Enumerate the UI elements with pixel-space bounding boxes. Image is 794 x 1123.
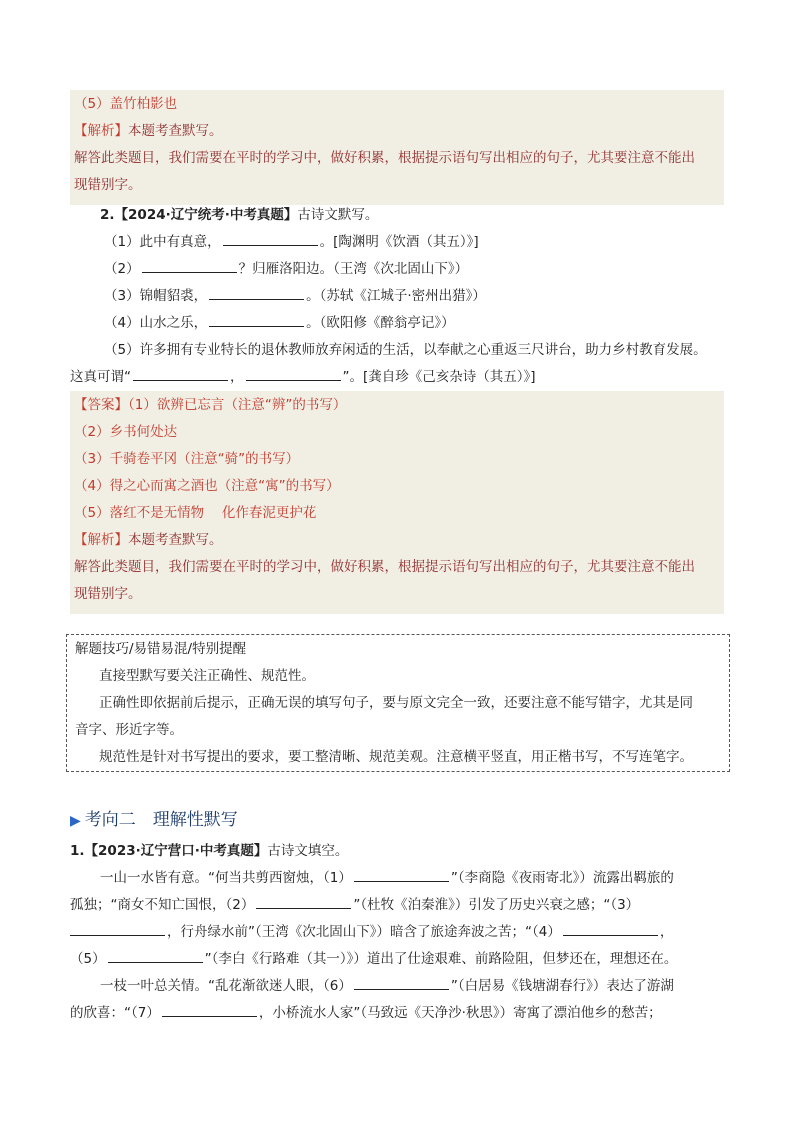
question-line (70, 973, 730, 1000)
question-line (70, 229, 724, 256)
fill-blank[interactable] (209, 285, 304, 300)
fill-blank[interactable] (256, 894, 351, 909)
question-line (70, 865, 730, 892)
question-line (70, 283, 724, 310)
top-answer-block (70, 90, 724, 205)
line-text: 这真可谓“ (70, 369, 131, 385)
line-text: （4）山水之乐， (104, 315, 208, 331)
line-text: （2） (104, 261, 140, 277)
line-text: 的欣喜：“（7） (70, 1005, 160, 1021)
question-stem: 古诗文填空。 (267, 843, 349, 859)
line-text: ，小桥流水人家”（马致远《天净沙·秋思》）寄寓了漂泊他乡的愁苦； (258, 1005, 662, 1021)
line-text: 一枝一叶总关情。“乱花渐欲迷人眼，（6） (100, 978, 352, 994)
question-stem: 古诗文默写。 (297, 207, 379, 223)
line-text: ”（李商隐《夜雨寄北》）流露出羁旅的 (450, 870, 674, 886)
fill-blank[interactable] (563, 921, 658, 936)
tips-title: 解题技巧/易错易混/特别提醒 (75, 641, 247, 657)
tips-paragraph: 音字、形近字等。 (75, 722, 183, 738)
fill-blank[interactable] (354, 975, 449, 990)
fill-blank[interactable] (354, 867, 449, 882)
question-2 (70, 202, 724, 391)
line-text: （3）锦帽貂裘， (104, 288, 208, 304)
line-text: 。（欧阳修《醉翁亭记》） (306, 315, 455, 331)
line-text: 孤独；“商女不知亡国恨，（2） (70, 897, 255, 913)
tips-box (66, 634, 730, 772)
analysis-tag: 【解析】 (74, 532, 128, 548)
fill-blank[interactable] (209, 312, 304, 327)
question-number: 1. (70, 843, 85, 859)
explain-line: 现错别字。 (74, 586, 142, 602)
line-text: ， (659, 924, 674, 940)
tips-paragraph: 直接型默写要关注正确性、规范性。 (99, 668, 315, 684)
analysis-line (70, 527, 724, 554)
answer-text: （1）欲辨已忘言（注意“辨”的书写） (128, 397, 347, 413)
question-line (70, 946, 730, 973)
answer-tag: 【答案】 (74, 397, 128, 413)
answer-line: （5）落红不是无情物 化作春泥更护花 (74, 505, 317, 521)
question-line (70, 310, 724, 337)
line-text: （1）此中有真意， (104, 234, 221, 250)
question-1 (70, 838, 730, 1027)
question-source: 【2024·辽宁统考·中考真题】 (114, 207, 298, 223)
explain-line: 解答此类题目，我们需要在平时的学习中，做好积累，根据提示语句写出相应的句子，尤其要注意不能出 (74, 559, 695, 575)
answer-line (70, 392, 724, 419)
line-text: ”（李白《行路难（其一）》）道出了仕途艰难、前路险阻，但梦还在，理想还在。 (204, 951, 678, 967)
answer-item-5: （5）盖竹柏影也 (74, 96, 178, 112)
question-number: 2. (100, 207, 115, 223)
fill-blank[interactable] (246, 366, 341, 381)
answer-line: （2）乡书何处达 (74, 424, 178, 440)
line-text: ？归雁洛阳边。（王湾《次北固山下》） (238, 261, 469, 277)
line-text: ， (230, 369, 244, 385)
line-text: （5） (70, 951, 106, 967)
answer-line: （3）千骑卷平冈（注意“骑”的书写） (74, 451, 300, 467)
fill-blank[interactable] (223, 231, 318, 246)
question-2-header (70, 202, 724, 229)
tips-paragraph: 规范性是针对书写提出的要求，要工整清晰、规范美观。注意横平竖直，用正楷书写，不写连笔字。 (99, 749, 693, 765)
fill-blank[interactable] (142, 258, 237, 273)
analysis-text: 本题考查默写。 (128, 123, 223, 139)
line-text: 一山一水皆有意。“何当共剪西窗烛，（1） (100, 870, 352, 886)
section-title (70, 805, 238, 835)
line-text: 。[陶渊明《饮酒（其五）》] (319, 234, 479, 250)
fill-blank[interactable] (108, 948, 203, 963)
question-line (70, 256, 724, 283)
question-line (70, 1000, 730, 1027)
answer-line: （4）得之心而寓之酒也（注意“寓”的书写） (74, 478, 340, 494)
explain-line: 现错别字。 (74, 177, 142, 193)
question-2-answer-block (70, 391, 724, 614)
fill-blank[interactable] (70, 921, 165, 936)
line-text: ，行舟绿水前”（王湾《次北固山下》）暗含了旅途奔波之苦；“（4） (167, 924, 561, 940)
question-line: （5）许多拥有专业特长的退休教师放弃闲适的生活，以奉献之心重返三尺讲台，助力乡村教育发展。 (104, 342, 707, 358)
analysis-line (70, 118, 724, 145)
line-text: 。（苏轼《江城子·密州出猎》） (306, 288, 486, 304)
tips-paragraph: 正确性即依据前后提示，正确无误的填写句子，要与原文完全一致，还要注意不能写错字，尤其是同 (99, 695, 693, 711)
question-source: 【2023·辽宁营口·中考真题】 (84, 843, 268, 859)
triangle-right-icon: ▶ (70, 813, 81, 829)
question-line (70, 364, 724, 391)
question-1-header (70, 838, 730, 865)
question-line (70, 919, 730, 946)
fill-blank[interactable] (162, 1002, 257, 1017)
question-line (70, 892, 730, 919)
line-text: ”（白居易《钱塘湖春行》）表达了游湖 (450, 978, 674, 994)
fill-blank[interactable] (133, 366, 228, 381)
line-text: ”（杜牧《泊秦淮》）引发了历史兴衰之感；“（3） (353, 897, 640, 913)
explain-line: 解答此类题目，我们需要在平时的学习中，做好积累，根据提示语句写出相应的句子，尤其要注意不能出 (74, 150, 695, 166)
analysis-text: 本题考查默写。 (128, 532, 223, 548)
section-title-text: 考向二 理解性默写 (84, 810, 238, 830)
analysis-tag: 【解析】 (74, 123, 128, 139)
line-text: ”。[龚自珍《己亥杂诗（其五）》] (342, 369, 536, 385)
